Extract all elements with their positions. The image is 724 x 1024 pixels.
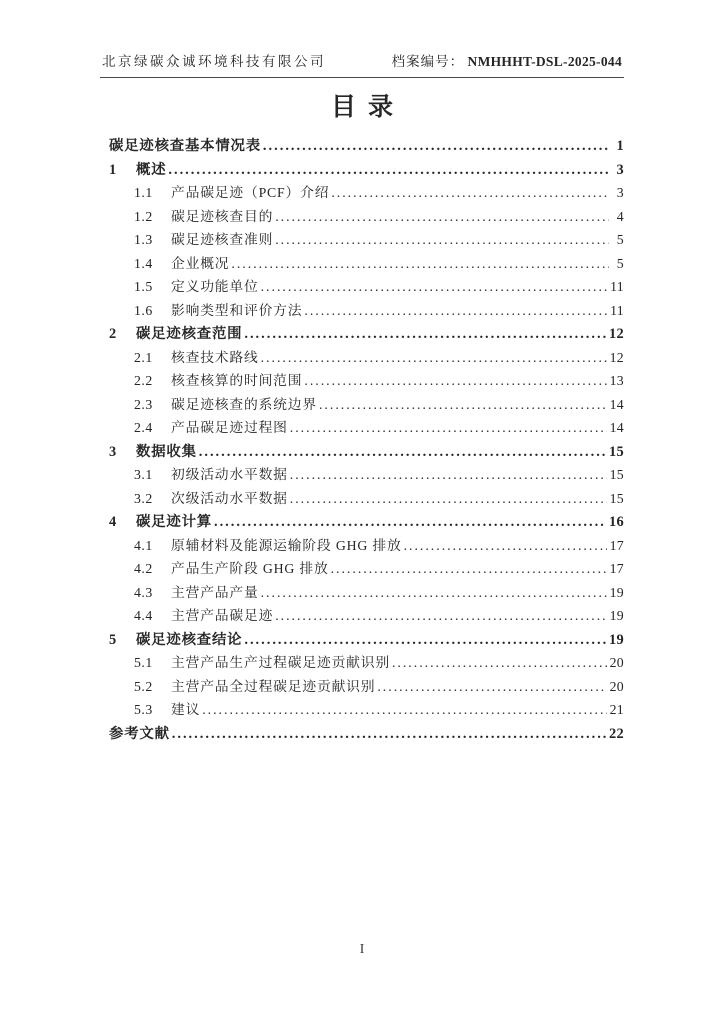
toc-entry <box>109 440 624 464</box>
toc-entry-page: 5 <box>616 232 624 247</box>
toc-entry-number: 1 <box>109 161 117 178</box>
toc-entry-number: 5 <box>109 631 117 648</box>
toc-entry-number: 4.3 <box>134 584 153 600</box>
toc-leader-dots <box>261 350 607 366</box>
toc-leader-dots <box>331 561 607 577</box>
toc-entry-label: 次级活动水平数据 <box>171 490 288 506</box>
page-content <box>100 0 624 745</box>
toc-entry-number: 1.2 <box>134 208 153 224</box>
toc-entry-page: 3 <box>616 185 624 200</box>
toc-leader-dots <box>290 467 607 483</box>
toc-entry <box>109 510 624 534</box>
toc-leader-dots <box>275 608 606 624</box>
toc-entry <box>109 416 624 440</box>
toc-entry-number: 4.2 <box>134 561 153 576</box>
file-number-label: 档案编号： <box>391 54 465 69</box>
toc-entry-label: 主营产品全过程碳足迹贡献识别 <box>171 678 376 694</box>
toc-entry-number: 1.5 <box>134 279 153 294</box>
toc-entry-page: 5 <box>616 255 624 271</box>
toc-leader-dots <box>392 655 607 671</box>
toc-leader-dots <box>290 491 607 507</box>
toc-entry-page: 14 <box>609 420 624 435</box>
toc-entry-number: 3 <box>109 443 117 460</box>
toc-entry-page: 15 <box>609 490 624 506</box>
toc-entry-page: 17 <box>609 537 624 553</box>
toc-title: 目录 <box>330 94 405 121</box>
toc-entry-number: 3.1 <box>134 467 153 482</box>
toc-entry-label: 碳足迹核查目的 <box>171 208 274 224</box>
toc-entry-label: 原辅材料及能源运输阶段 GHG 排放 <box>171 537 402 553</box>
toc-entry <box>109 604 624 628</box>
toc-entry-number: 4 <box>109 514 117 530</box>
toc-entry <box>109 252 624 276</box>
toc-entry-page: 13 <box>609 373 624 388</box>
toc-entry-label: 核查技术路线 <box>171 349 259 365</box>
toc-entry-page: 3 <box>616 161 624 178</box>
toc-entry-page: 4 <box>616 208 624 224</box>
toc-entry-label: 核查核算的时间范围 <box>171 373 303 388</box>
toc-entry-page: 11 <box>610 302 624 318</box>
toc-entry-label: 主营产品产量 <box>171 584 259 600</box>
toc-entry <box>109 722 624 746</box>
toc-entry-label: 建议 <box>171 702 201 717</box>
toc-leader-dots <box>275 232 609 248</box>
toc-entry-page: 20 <box>609 655 624 670</box>
toc-entry-number: 1.4 <box>134 255 153 271</box>
toc-leader-dots <box>202 702 606 718</box>
toc-entry <box>109 369 624 393</box>
file-number-value: NMHHHT-DSL-2025-044 <box>467 54 622 69</box>
toc-entry-label: 碳足迹计算 <box>136 514 212 530</box>
toc-entry-number: 3.2 <box>134 490 153 506</box>
toc-entry <box>109 698 624 722</box>
toc-entry-label: 主营产品生产过程碳足迹贡献识别 <box>171 655 390 670</box>
toc-entry <box>109 299 624 323</box>
toc-leader-dots <box>199 444 606 461</box>
toc-entry-number: 1.1 <box>134 185 153 200</box>
toc-entry <box>109 463 624 487</box>
toc-entry-number: 5.2 <box>134 678 153 694</box>
toc-leader-dots <box>404 538 607 554</box>
toc-entry <box>109 675 624 699</box>
toc-entry-page: 20 <box>609 678 624 694</box>
toc-entry <box>109 134 624 158</box>
toc-entry-label: 企业概况 <box>171 255 230 271</box>
toc-leader-dots <box>168 162 609 179</box>
toc-entry-page: 19 <box>609 584 624 600</box>
toc-entry-page: 15 <box>609 467 624 482</box>
toc-entry-number: 2.4 <box>134 420 153 435</box>
toc-leader-dots <box>263 138 609 155</box>
toc-entry <box>109 557 624 581</box>
toc-entry-label: 概述 <box>136 161 167 178</box>
toc-entry-number: 4.1 <box>134 537 153 553</box>
toc-entry <box>109 228 624 252</box>
toc-leader-dots <box>290 420 607 436</box>
toc-entry-number: 2 <box>109 326 117 342</box>
toc-entry-label: 主营产品碳足迹 <box>171 608 274 623</box>
toc-entry-page: 19 <box>609 631 624 648</box>
toc-entry <box>109 346 624 370</box>
page-header <box>100 0 624 78</box>
toc-entry-label: 产品生产阶段 GHG 排放 <box>171 561 329 576</box>
toc-entry <box>109 205 624 229</box>
toc-entry-label: 碳足迹核查结论 <box>136 631 243 648</box>
toc-entry-page: 16 <box>609 514 624 530</box>
toc-entry-label: 产品碳足迹（PCF）介绍 <box>171 185 330 200</box>
toc-leader-dots <box>275 209 609 225</box>
company-name: 北京绿碳众诚环境科技有限公司 <box>102 54 326 69</box>
toc-entry-page: 21 <box>609 702 624 717</box>
toc-entry-label: 影响类型和评价方法 <box>171 302 303 318</box>
toc-entry <box>109 393 624 417</box>
toc-entry <box>109 181 624 205</box>
toc-entry <box>109 628 624 652</box>
toc-leader-dots <box>244 326 606 343</box>
toc-entry-page: 12 <box>609 326 624 342</box>
toc-leader-dots <box>261 585 607 601</box>
toc-entry-number: 1.3 <box>134 232 153 247</box>
toc-leader-dots <box>331 185 609 201</box>
toc-leader-dots <box>261 279 608 295</box>
toc-entry-number: 2.3 <box>134 396 153 412</box>
toc-entry-label: 数据收集 <box>136 443 197 460</box>
toc-entry <box>109 275 624 299</box>
toc-entry <box>109 158 624 182</box>
toc-entry-number: 5.1 <box>134 655 153 670</box>
toc-entry-page: 19 <box>609 608 624 623</box>
toc-entry <box>109 651 624 675</box>
toc-entry-label: 碳足迹核查范围 <box>136 326 243 342</box>
toc-leader-dots <box>319 397 607 413</box>
toc-entry-page: 22 <box>609 725 624 742</box>
toc-entry-page: 12 <box>609 349 624 365</box>
toc-entry-label: 碳足迹核查的系统边界 <box>171 396 317 412</box>
toc-entry-page: 1 <box>616 138 624 154</box>
toc-entry-page: 17 <box>609 561 624 576</box>
page-number-footer: I <box>359 941 365 956</box>
toc-entry-label: 碳足迹核查准则 <box>171 232 274 247</box>
toc-leader-dots <box>172 726 606 743</box>
toc-entry-number: 2.2 <box>134 373 153 388</box>
toc-leader-dots <box>377 679 606 695</box>
toc-entry-number: 4.4 <box>134 608 153 623</box>
toc-entry-page: 14 <box>609 396 624 412</box>
toc-entry-page: 11 <box>610 279 624 294</box>
toc-entry-label: 参考文献 <box>109 725 170 742</box>
toc-entry <box>109 534 624 558</box>
toc-entry-label: 定义功能单位 <box>171 279 259 294</box>
toc-leader-dots <box>214 514 606 531</box>
toc-entry-label: 初级活动水平数据 <box>171 467 288 482</box>
toc-entry-label: 碳足迹核查基本情况表 <box>109 138 261 154</box>
toc-entry-page: 15 <box>609 443 624 460</box>
toc-entry-number: 2.1 <box>134 349 153 365</box>
toc-entry <box>109 322 624 346</box>
toc-list <box>100 134 624 745</box>
toc-leader-dots <box>304 373 606 389</box>
toc-entry-number: 5.3 <box>134 702 153 717</box>
toc-leader-dots <box>231 256 609 272</box>
toc-entry-label: 产品碳足迹过程图 <box>171 420 288 435</box>
toc-entry <box>109 487 624 511</box>
file-number <box>392 50 622 70</box>
toc-entry-number: 1.6 <box>134 302 153 318</box>
toc-leader-dots <box>304 303 607 319</box>
toc-leader-dots <box>244 632 606 649</box>
toc-entry <box>109 581 624 605</box>
